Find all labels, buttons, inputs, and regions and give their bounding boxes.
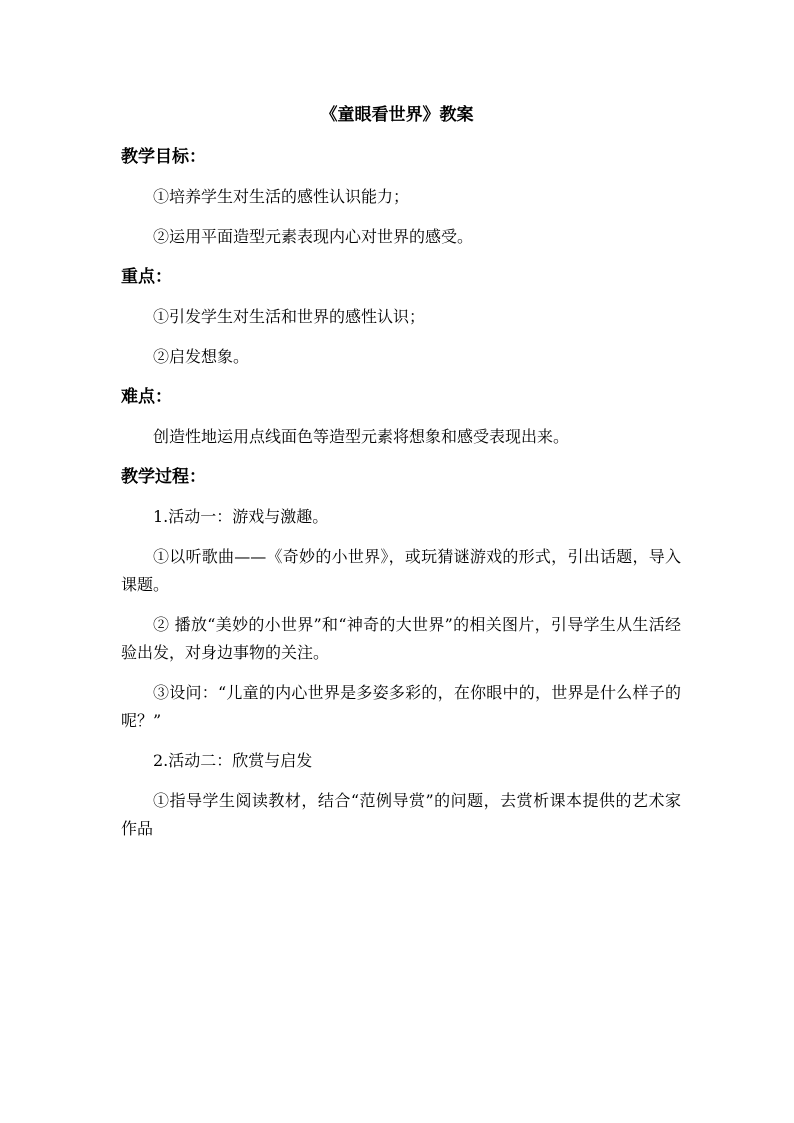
document-title: 《童眼看世界》教案 [320,105,474,125]
document-body [121,143,681,855]
paragraph: 创造性地运用点线面色等造型元素将想象和感受表现出来。 [153,427,570,446]
paragraph: 1.活动一：游戏与激趣。 [153,507,329,526]
section-heading-key-points: 重点： [121,267,172,287]
paragraph: ①以听歌曲——《奇妙的小世界》，或玩猜谜游戏的形式，引出话题，导入课题。 [121,547,681,594]
paragraph: 2.活动二：欣赏与启发 [153,751,313,770]
paragraph: ②运用平面造型元素表现内心对世界的感受。 [153,227,474,246]
paragraph: ③设问：“儿童的内心世界是多姿多彩的，在你眼中的，世界是什么样子的呢？” [121,683,681,730]
paragraph: ②启发想象。 [153,347,250,366]
paragraph: ② 播放“美妙的小世界”和“神奇的大世界”的相关图片，引导学生从生活经验出发，对身边事物的关注。 [121,615,681,662]
paragraph: ①引发学生对生活和世界的感性认识； [153,307,426,326]
paragraph: ①培养学生对生活的感性认识能力； [153,187,410,206]
section-heading-process: 教学过程： [121,467,206,487]
section-heading-difficulties: 难点： [121,387,172,407]
paragraph: ①指导学生阅读教材，结合“范例导赏”的问题，去赏析课本提供的艺术家作品 [121,791,681,838]
section-heading-objectives: 教学目标： [121,147,206,167]
